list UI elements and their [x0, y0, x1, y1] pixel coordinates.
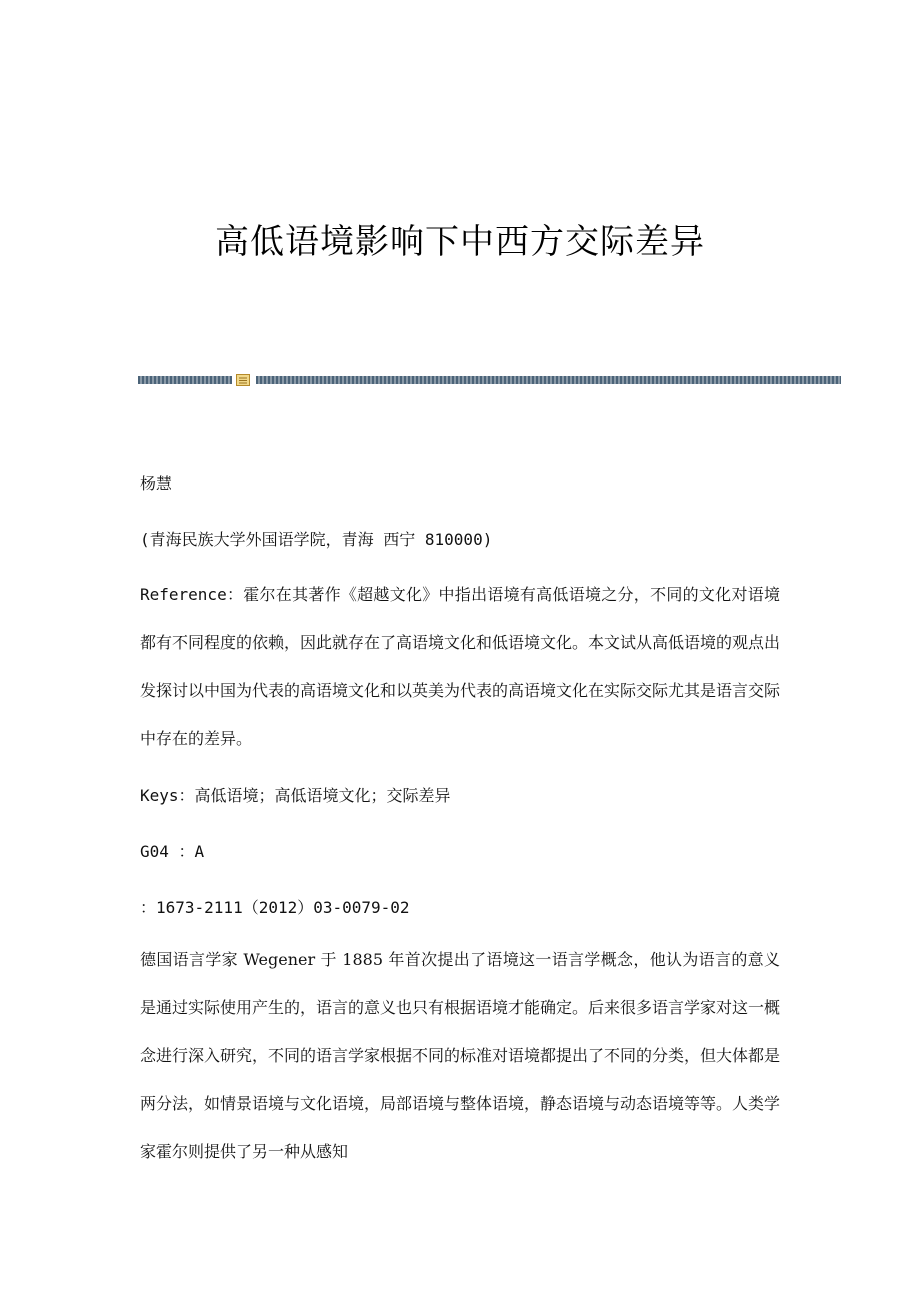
body-paragraph: 德国语言学家 Wegener 于 1885 年首次提出了语境这一语言学概念，他认为语言的意义是通过实际使用产生的，语言的意义也只有根据语境才能确定。后来很多语言学家对这一概念进行深入研究，不同的语言学家根据不同的标准对语境都提出了不同的分类，但大体都是两分法，如情景语境与文化语境，局部语境与整体语境，静态语境与动态语境等等。人类学家霍尔则提供了另一种从感知	[140, 950, 781, 1161]
title-divider	[138, 374, 841, 386]
author-affiliation: (青海民族大学外国语学院，青海 西宁 810000)	[140, 530, 493, 549]
abstract-paragraph	[140, 571, 780, 763]
article-id: ：1673-2111（2012）03-0079-02	[140, 898, 410, 917]
author-name: 杨慧	[140, 474, 173, 493]
abstract-text: 霍尔在其著作《超越文化》中指出语境有高低语境之分，不同的文化对语境都有不同程度的依赖，因此就存在了高语境文化和低语境文化。本文试从高低语境的观点出发探讨以中国为代表的高语境文化和以英美为代表的高语境文化在实际交际尤其是语言交际中存在的差异。	[140, 585, 781, 748]
divider-ornament-icon	[236, 374, 250, 386]
classification-code: G04 ：A	[140, 842, 205, 861]
keywords-line	[140, 784, 451, 808]
document-title: 高低语境影响下中西方交际差异	[215, 222, 705, 262]
abstract-label: Reference：	[140, 585, 244, 604]
divider-bar-right	[256, 376, 841, 384]
divider-bar-left	[138, 376, 232, 384]
keywords-text: 高低语境；高低语境文化；交际差异	[194, 786, 451, 805]
keywords-label: Keys：	[140, 786, 195, 805]
